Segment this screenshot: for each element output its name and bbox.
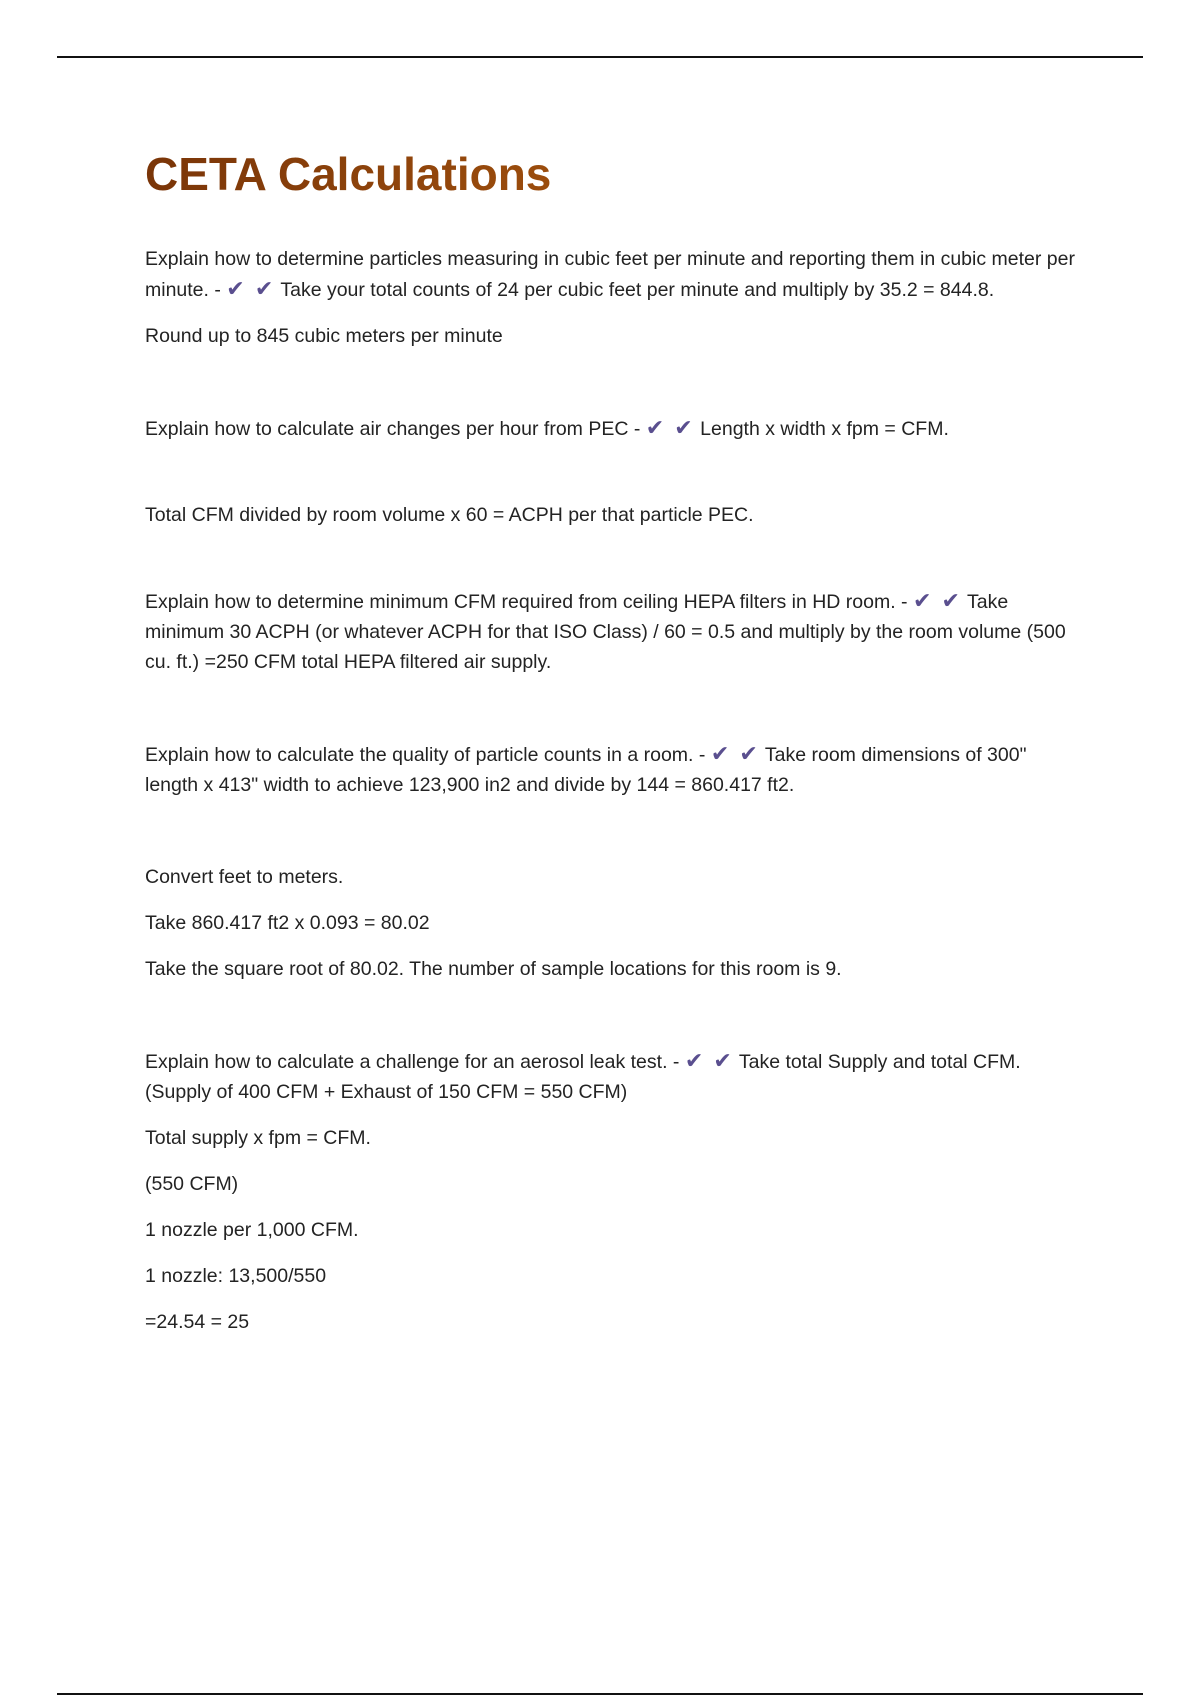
page-title: CETA Calculations	[145, 148, 1075, 200]
note-line: Convert feet to meters.	[145, 866, 344, 888]
note-line: 1 nozzle: 13,500/550	[145, 1265, 327, 1287]
qa-item	[145, 413, 1075, 444]
note-line: 1 nozzle per 1,000 CFM.	[145, 1219, 359, 1241]
checkmark-icon: ✔ ✔	[226, 276, 276, 301]
note-line: Take 860.417 ft2 x 0.093 = 80.02	[145, 912, 430, 934]
header-rule	[57, 56, 1143, 58]
checkmark-icon: ✔ ✔	[710, 741, 760, 766]
note-line: =24.54 = 25	[145, 1311, 250, 1333]
qa-item	[145, 739, 1075, 800]
question-text: Explain how to calculate the quality of particle counts in a room. -	[145, 744, 706, 766]
question-text: Explain how to calculate a challenge for an aerosol leak test. -	[145, 1051, 680, 1073]
answer-text: Take total Supply and total CFM. (Supply of 400 CFM + Exhaust of 150 CFM = 550 CFM)	[145, 1051, 1021, 1103]
note-line: Total supply x fpm = CFM.	[145, 1127, 371, 1149]
checkmark-icon: ✔ ✔	[645, 415, 695, 440]
note-line: Total CFM divided by room volume x 60 = ACPH per that particle PEC.	[145, 504, 754, 526]
footer-rule	[57, 1693, 1143, 1695]
qa-item	[145, 244, 1075, 305]
note-line: Take the square root of 80.02. The number of sample locations for this room is 9.	[145, 958, 842, 980]
document-body	[145, 148, 1075, 1337]
note-line: Round up to 845 cubic meters per minute	[145, 325, 503, 347]
question-text: Explain how to determine particles measuring in cubic feet per minute and reporting them in cubic meter per minute. -	[145, 248, 1075, 301]
question-text: Explain how to calculate air changes per hour from PEC -	[145, 418, 641, 440]
answer-text: Take your total counts of 24 per cubic feet per minute and multiply by 35.2 = 844.8.	[280, 279, 995, 301]
answer-text: Take minimum 30 ACPH (or whatever ACPH for that ISO Class) / 60 = 0.5 and multiply by the room volume (500 cu. ft.) =250 CFM total HEPA filtered air supply.	[145, 591, 1066, 673]
answer-text: Take room dimensions of 300" length x 413" width to achieve 123,900 in2 and divide by 144 = 860.417 ft2.	[145, 744, 1027, 796]
checkmark-icon: ✔ ✔	[912, 588, 962, 613]
checkmark-icon: ✔ ✔	[684, 1048, 734, 1073]
note-line: (550 CFM)	[145, 1173, 239, 1195]
question-text: Explain how to determine minimum CFM required from ceiling HEPA filters in HD room. -	[145, 591, 908, 613]
qa-item	[145, 586, 1075, 677]
answer-text: Length x width x fpm = CFM.	[700, 418, 949, 440]
qa-item	[145, 1046, 1075, 1107]
